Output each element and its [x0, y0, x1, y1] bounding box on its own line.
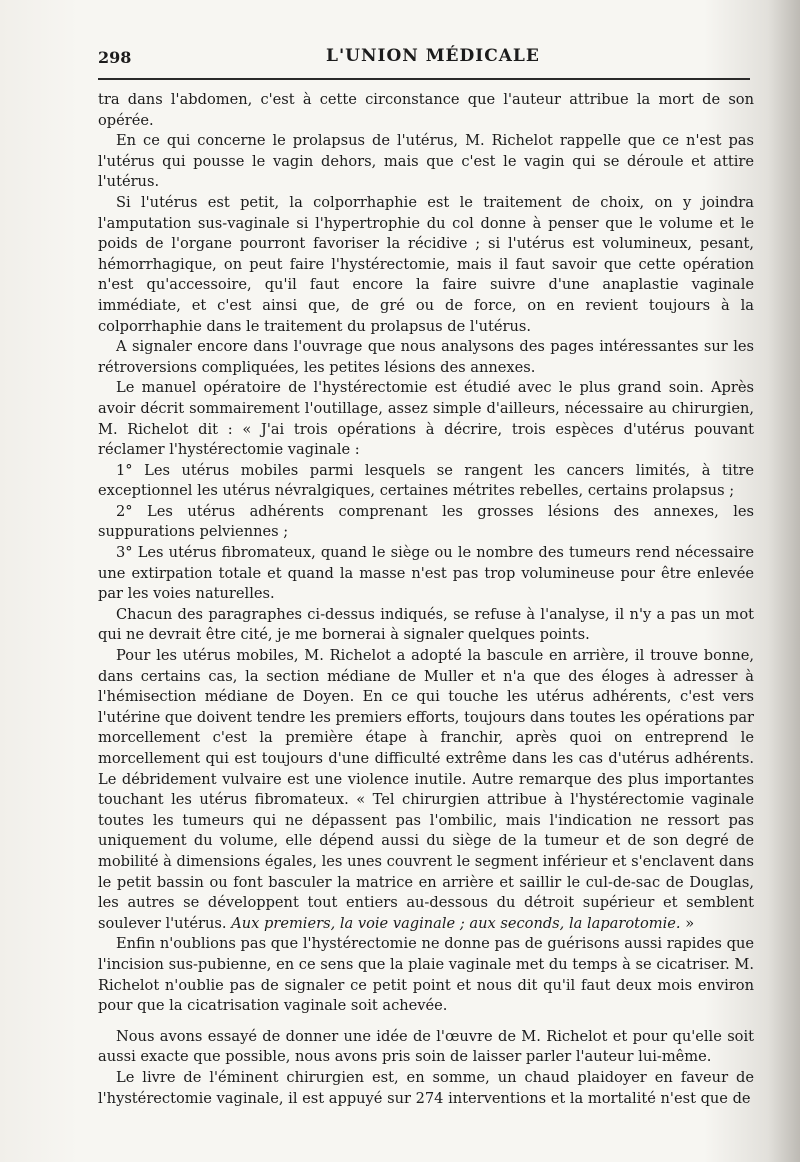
paragraph: En ce qui concerne le prolapsus de l'utérus, M. Richelot rappelle que ce n'est pas l'utérus qui pousse le vagin dehors, mais que c'est le vagin qui se déroule et attire l'utérus.: [98, 132, 754, 191]
running-title: L'UNION MÉDICALE: [326, 46, 540, 66]
paragraph: Enfin n'oublions pas que l'hystérectomie ne donne pas de guérisons aussi rapides que l'incision sus-pubienne, en ce sens que la plaie vaginale met du temps à se cicatriser. M. Richelot n'oublie pas de signaler ce petit point et nous dit qu'il faut deux mois environ pour que la cicatrisation vaginale soit achevée.: [98, 935, 754, 1015]
paragraph: Chacun des paragraphes ci-dessus indiqués, se refuse à l'analyse, il n'y a pas un mot qui ne devrait être cité, je me bornerai à signaler quelques points.: [98, 605, 754, 644]
page-number: 298: [98, 48, 132, 67]
paragraph: Nous avons essayé de donner une idée de l'œuvre de M. Richelot et pour qu'elle soit aussi exacte que possible, nous avons pris soin de laisser parler l'auteur lui-même.: [98, 1027, 754, 1066]
closing-quote: »: [685, 914, 695, 932]
body-text: [98, 90, 754, 1109]
paragraph: Si l'utérus est petit, la colporrhaphie est le traitement de choix, on y joindra l'amputation sus-vaginale si l'hypertrophie du col donne à penser que le volume et le poids de l'organe pourront favoriser la récidive ; si l'utérus est volumineux, pesant, hémorrhagique, on peut faire l'hystérectomie, mais il faut savoir que cette opération n'est qu'accessoire, qu'il faut encore la faire suivre d'une anaplastie vaginale immédiate, et c'est ainsi que, de gré ou de force, on en revient toujours à la colporrhaphie dans le traitement du prolapsus de l'utérus.: [98, 193, 754, 335]
italic-conclusion: Aux premiers, la voie vaginale ; aux seconds, la laparotomie.: [231, 914, 681, 932]
paragraph: [98, 646, 754, 934]
paragraph: Le manuel opératoire de l'hystérectomie est étudié avec le plus grand soin. Après avoir décrit sommairement l'outillage, assez simple d'ailleurs, nécessaire au chirurgien, M. Richelot dit : « J'ai trois opérations à décrire, trois espèces d'utérus pouvant réclamer l'hystérectomie vaginale :: [98, 379, 754, 459]
paragraph-text: Pour les utérus mobiles, M. Richelot a adopté la bascule en arrière, il trouve bonne, dans certains cas, la section médiane de Muller et n'a que des éloges à adresser à l'hémisection médiane de Doyen. En ce qui touche les utérus adhérents, c'est vers l'utérine que doivent tendre les premiers efforts, toujours dans toutes les opérations par morcellement c'est la première étape à franchir, après quoi on entreprend le morcellement qui est toujours d'une difficulté extrême dans les cas d'utérus adhérents. Le débridement vulvaire est une violence inutile. Autre remarque des plus importantes touchant les utérus fibromateux. « Tel chirurgien attribue à l'hystérectomie vaginale toutes les tumeurs qui ne dépassent pas l'ombilic, mais l'indication ne ressort pas uniquement du volume, elle dépend aussi du siège de la tumeur et de son degré de mobilité à dimensions égales, les unes couvrent le segment inférieur et s'enclavent dans le petit bassin ou font basculer la matrice en arrière et saillir le cul-de-sac de Douglas, les autres se développent tout entiers au-dessous du détroit supérieur et semblent soulever l'utérus.: [98, 647, 754, 932]
paragraph: 2° Les utérus adhérents comprenant les grosses lésions des annexes, les suppurations pelviennes ;: [98, 502, 754, 541]
header-rule: [98, 78, 750, 80]
paragraph: A signaler encore dans l'ouvrage que nous analysons des pages intéressantes sur les rétroversions compliquées, les petites lésions des annexes.: [98, 338, 754, 376]
page-header: [98, 42, 750, 72]
paragraph: 3° Les utérus fibromateux, quand le siège ou le nombre des tumeurs rend nécessaire une extirpation totale et quand la masse n'est pas trop volumineuse pour être enlevée par les voies naturelles.: [98, 544, 754, 603]
paragraph: tra dans l'abdomen, c'est à cette circonstance que l'auteur attribue la mort de son opérée.: [98, 91, 754, 129]
paragraph: 1° Les utérus mobiles parmi lesquels se rangent les cancers limités, à titre exceptionnel les utérus névralgiques, certaines métrites rebelles, certains prolapsus ;: [98, 461, 754, 500]
paragraph: Le livre de l'éminent chirurgien est, en somme, un chaud plaidoyer en faveur de l'hystérectomie vaginale, il est appuyé sur 274 interventions et la mortalité n'est que de: [98, 1068, 754, 1107]
